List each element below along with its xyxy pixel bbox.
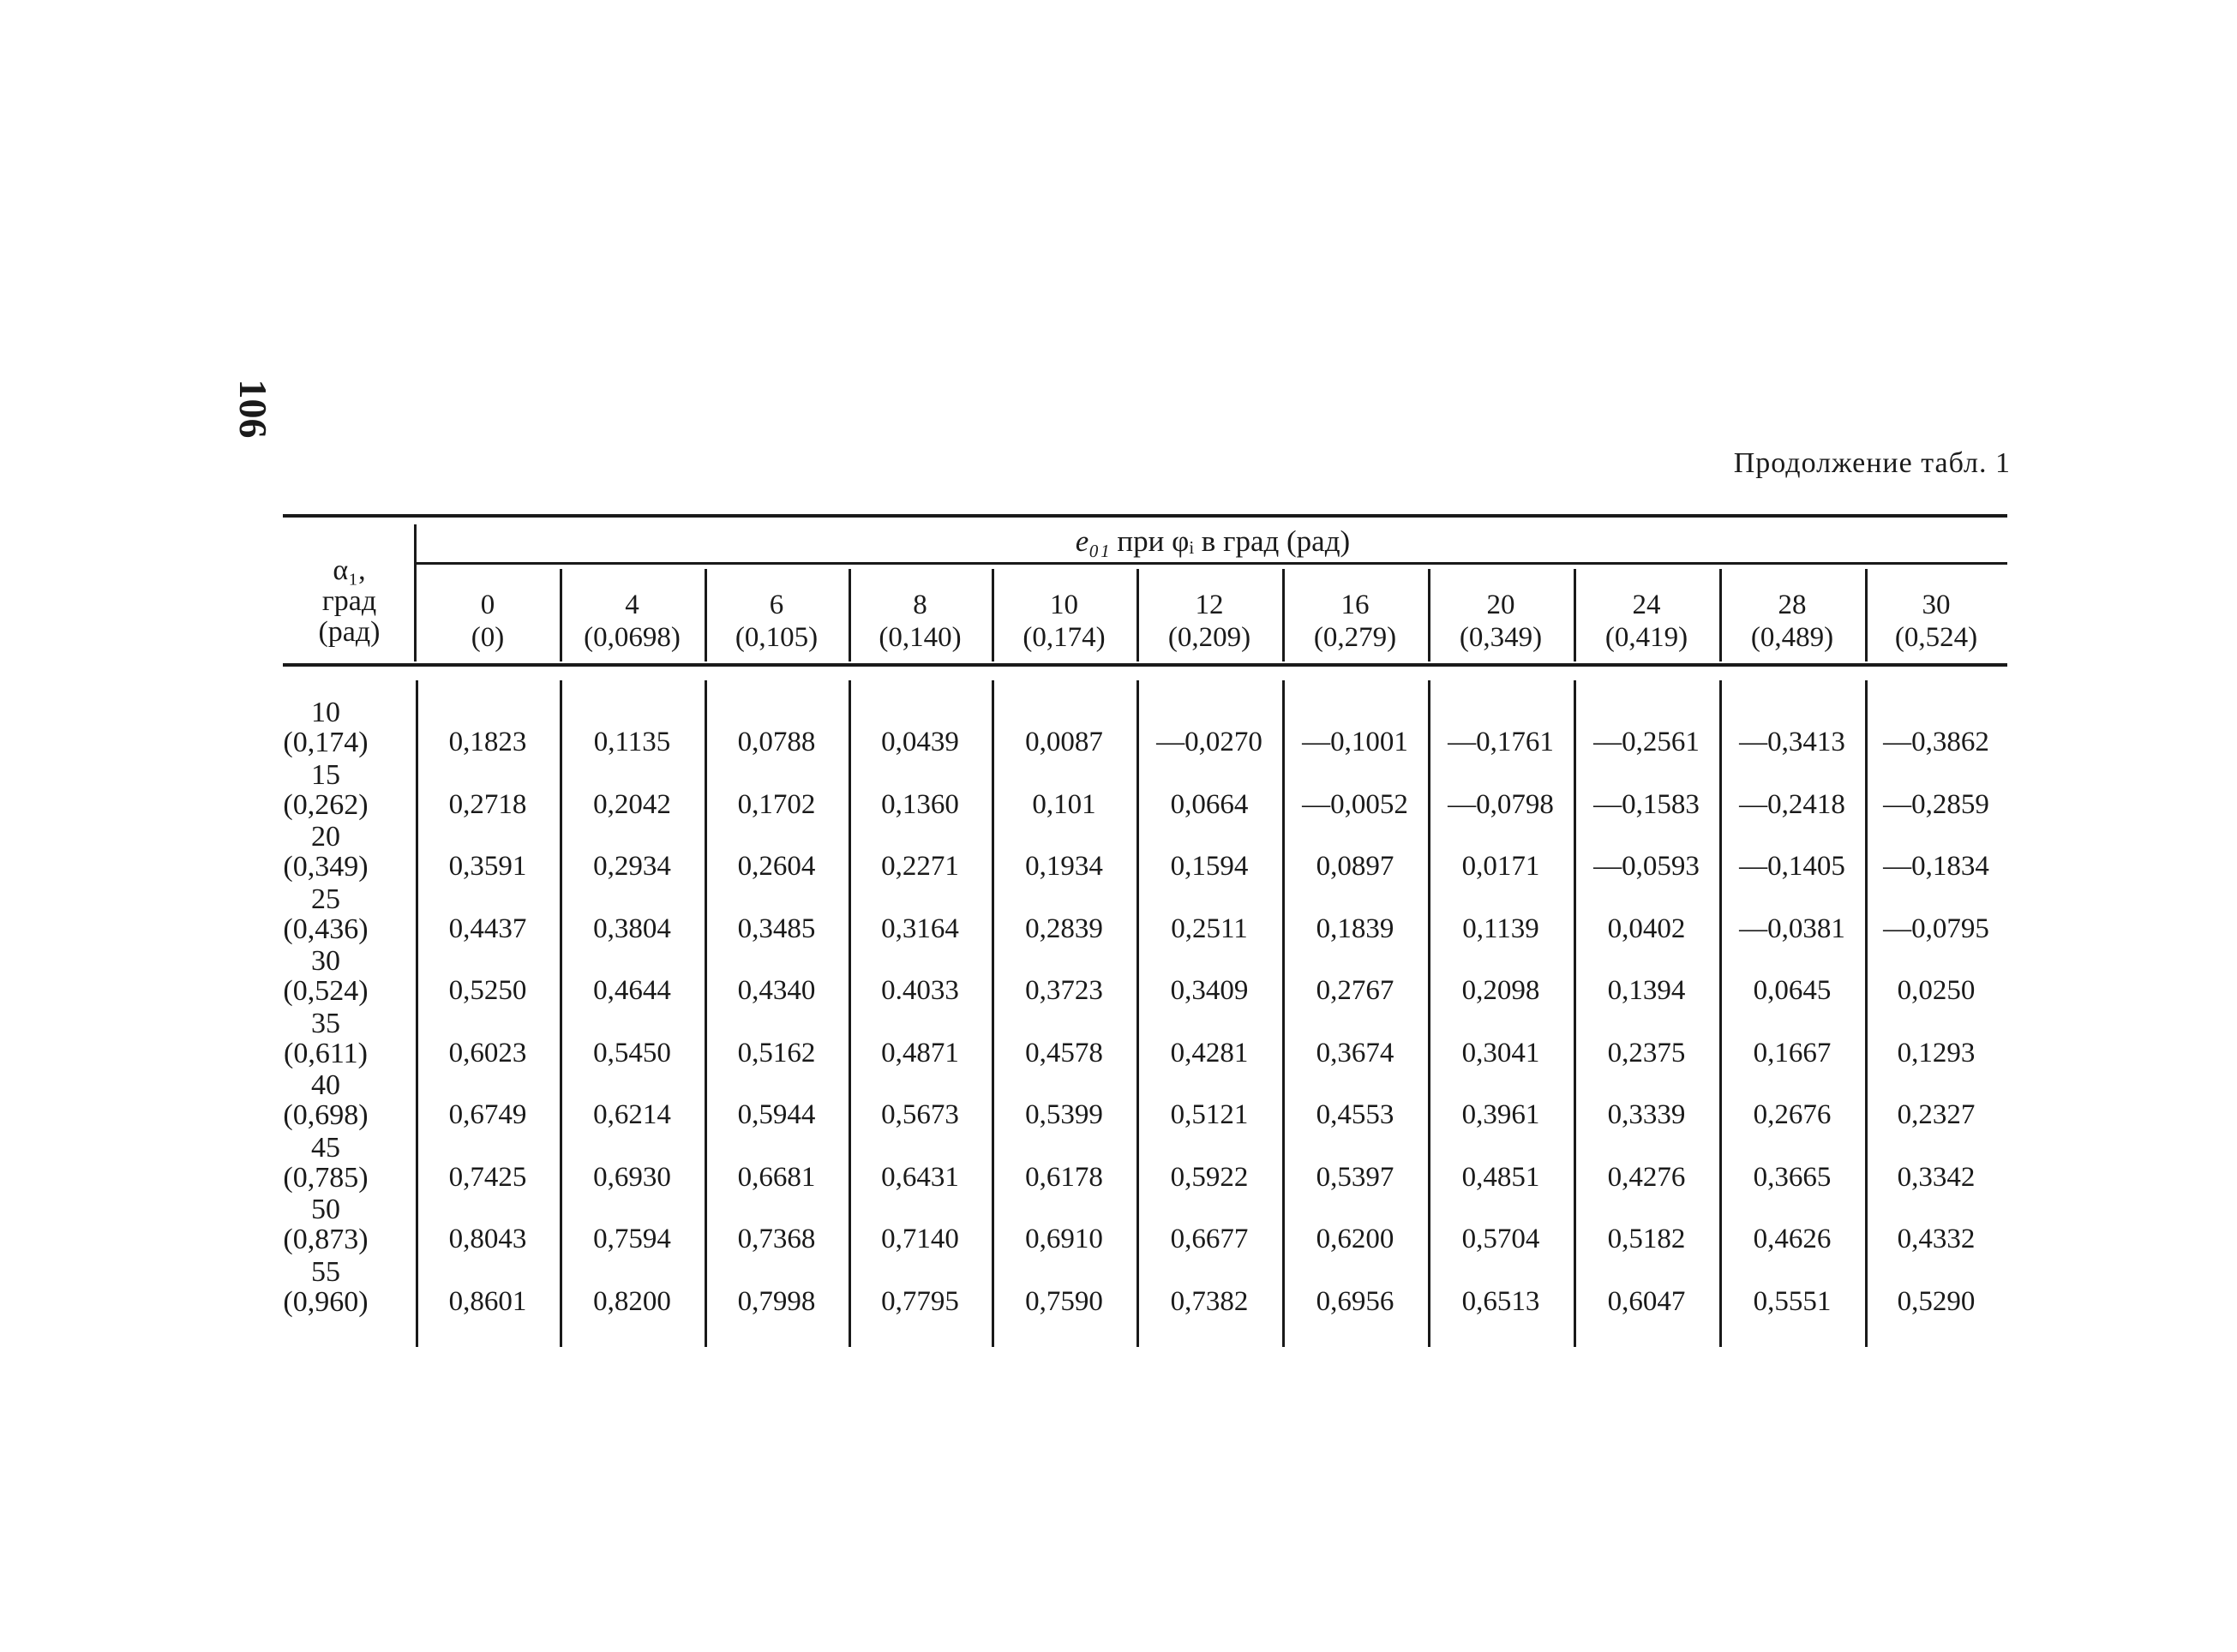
row-label-rad: (0,262) xyxy=(283,788,369,821)
table-cell: 0,5121 xyxy=(1170,1099,1249,1130)
table-cell: 0,6214 xyxy=(593,1099,671,1130)
table-cell: 0,5162 xyxy=(737,1037,816,1068)
row-label-deg: 30 xyxy=(311,945,340,977)
column-header-deg: 20 xyxy=(1486,590,1515,620)
row-label-rad: (0,873) xyxy=(283,1224,369,1255)
table-cell: 0,6513 xyxy=(1461,1285,1540,1317)
table-cell: 0,1667 xyxy=(1753,1037,1832,1068)
table-cell: 0,5673 xyxy=(881,1099,959,1130)
column-header xyxy=(992,589,1136,654)
table-cell: 0,101 xyxy=(1032,788,1096,820)
table-cell: 0,3164 xyxy=(881,913,959,944)
table-cell: 0,3342 xyxy=(1897,1161,1976,1193)
table-cell: 0,3804 xyxy=(593,913,671,944)
table-cell: 0,7594 xyxy=(593,1224,671,1254)
table-cell: 0,0788 xyxy=(737,727,816,757)
table-cell: 0,6047 xyxy=(1607,1285,1686,1317)
column-header-deg: 10 xyxy=(1050,590,1078,620)
table-cell: —0,2859 xyxy=(1883,788,1989,820)
table-cell: 0,5182 xyxy=(1607,1224,1686,1254)
table-cell: 0,0250 xyxy=(1897,975,1976,1006)
column-header xyxy=(1719,589,1865,654)
table-cell: 0,4281 xyxy=(1170,1037,1249,1068)
table-cell: 0,4578 xyxy=(1025,1037,1103,1068)
table-cell: 0,6910 xyxy=(1025,1224,1103,1254)
row-label-deg: 35 xyxy=(311,1007,340,1039)
table-cell: 0,4851 xyxy=(1461,1161,1540,1193)
row-label-rad: (0,960) xyxy=(283,1285,369,1318)
table-cell: 0,7368 xyxy=(737,1224,816,1254)
table-cell: 0,6431 xyxy=(881,1161,959,1193)
column-header-rad: (0,349) xyxy=(1459,622,1543,653)
table-cell: 0,3041 xyxy=(1461,1037,1540,1068)
table-cell: 0,0402 xyxy=(1607,913,1686,944)
row-label-deg: 40 xyxy=(311,1069,340,1101)
table-cell: 0,6677 xyxy=(1170,1224,1249,1254)
column-header-deg: 30 xyxy=(1922,590,1951,620)
row-label-rad: (0,785) xyxy=(283,1161,369,1194)
table-cell: 0,3339 xyxy=(1607,1099,1686,1130)
table-cell: 0,4437 xyxy=(448,913,527,944)
column-header-deg: 6 xyxy=(769,590,784,620)
row-label-deg: 45 xyxy=(311,1131,340,1164)
table-cell: 0,1139 xyxy=(1462,913,1539,944)
table-cell: 0,1360 xyxy=(881,788,959,820)
column-header xyxy=(1136,589,1282,654)
column-header xyxy=(416,589,560,654)
column-header xyxy=(1574,589,1719,654)
table-cell: 0,1394 xyxy=(1607,975,1686,1006)
column-header-rad: (0,489) xyxy=(1750,622,1834,653)
table-cell: 0,3723 xyxy=(1025,975,1103,1006)
table-cell: —0,2561 xyxy=(1593,727,1700,757)
table-cell: 0,7590 xyxy=(1025,1285,1103,1317)
column-header-deg: 16 xyxy=(1340,590,1370,620)
column-header xyxy=(1282,589,1428,654)
table-cell: 0,2271 xyxy=(881,851,959,882)
table-cell: 0,1823 xyxy=(448,727,527,757)
page-number: 106 xyxy=(231,379,275,439)
table-cell: 0,7140 xyxy=(881,1224,959,1254)
row-label-rad: (0,698) xyxy=(283,1099,369,1131)
table-cell: 0,1934 xyxy=(1025,851,1103,882)
row-label-rad: (0,524) xyxy=(283,975,369,1007)
table-cell: 0,5944 xyxy=(737,1099,816,1130)
table-cell: —0,1001 xyxy=(1302,727,1408,757)
table-cell: 0,6178 xyxy=(1025,1161,1103,1193)
table-cell: 0,2604 xyxy=(737,851,816,882)
table-cell: —0,2418 xyxy=(1739,788,1845,820)
table-cell: 0,0645 xyxy=(1753,975,1832,1006)
table-cell: 0,4332 xyxy=(1897,1224,1976,1254)
table-cell: —0,0052 xyxy=(1302,788,1408,820)
column-header-deg: 24 xyxy=(1632,590,1661,620)
table-cell: 0,3665 xyxy=(1753,1161,1832,1193)
table-cell: 0,3674 xyxy=(1316,1037,1394,1068)
table-cell: 0,3409 xyxy=(1170,975,1249,1006)
table-cell: 0,6930 xyxy=(593,1161,671,1193)
column-header-deg: 4 xyxy=(625,590,639,620)
table-cell: 0,7382 xyxy=(1170,1285,1249,1317)
table-cell: —0,3413 xyxy=(1739,727,1845,757)
table-cell: 0,2375 xyxy=(1607,1037,1686,1068)
table-cell: 0,5250 xyxy=(448,975,527,1006)
table-cell: —0,1834 xyxy=(1883,851,1989,882)
table-cell: 0,3591 xyxy=(448,851,527,882)
table-cell: 0,4626 xyxy=(1753,1224,1832,1254)
table-cell: 0,0087 xyxy=(1025,727,1103,757)
column-header-deg: 8 xyxy=(913,590,927,620)
table-cell: —0,1583 xyxy=(1593,788,1700,820)
table-cell: 0,0171 xyxy=(1461,851,1540,882)
table-cell: 0,2042 xyxy=(593,788,671,820)
table-cell: 0,3485 xyxy=(737,913,816,944)
table-cell: 0,5704 xyxy=(1461,1224,1540,1254)
column-header xyxy=(705,589,849,654)
row-label-deg: 10 xyxy=(311,697,340,728)
row-header-label xyxy=(283,555,416,648)
table-cell: 0,5290 xyxy=(1897,1285,1976,1317)
table-cell: 0,2718 xyxy=(448,788,527,820)
header-bottom-rule xyxy=(283,663,2007,667)
table-cell: —0,1761 xyxy=(1448,727,1554,757)
table-cell: 0,2098 xyxy=(1461,975,1540,1006)
table-cell: 0,8200 xyxy=(593,1285,671,1317)
column-header xyxy=(1428,589,1574,654)
main-header-text: при φᵢ в град (рад) xyxy=(1117,524,1351,558)
table-cell: —0,0270 xyxy=(1156,727,1262,757)
main-header-symbol: e₀₁ xyxy=(1075,524,1110,558)
table-cell: 0,4871 xyxy=(881,1037,959,1068)
column-header-rad: (0,279) xyxy=(1313,622,1397,653)
table-cell: 0,2327 xyxy=(1897,1099,1976,1130)
column-header-rad: (0,0698) xyxy=(584,622,681,653)
column-header xyxy=(560,589,705,654)
table-cell: 0,0439 xyxy=(881,727,959,757)
row-label-deg: 50 xyxy=(311,1194,340,1225)
table-cell: —0,1405 xyxy=(1739,851,1845,882)
table-cell: 0,8043 xyxy=(448,1224,527,1254)
table-cell: 0,5450 xyxy=(593,1037,671,1068)
table-cell: 0,6956 xyxy=(1316,1285,1394,1317)
table-cell: 0,4340 xyxy=(737,975,816,1006)
table-cell: 0,7795 xyxy=(881,1285,959,1317)
table-cell: 0,6749 xyxy=(448,1099,527,1130)
header-sub-rule xyxy=(416,562,2007,565)
row-label-deg: 25 xyxy=(311,883,340,915)
table-cell: 0,4276 xyxy=(1607,1161,1686,1193)
row-label-deg: 20 xyxy=(311,821,340,853)
row-label-rad: (0,611) xyxy=(284,1037,368,1069)
table-cell: 0,2767 xyxy=(1316,975,1394,1006)
table-cell: 0,6023 xyxy=(448,1037,527,1068)
table-continuation-label: Продолжение табл. 1 xyxy=(1733,447,2011,479)
row-label-rad: (0,436) xyxy=(283,913,369,945)
table-cell: 0,0897 xyxy=(1316,851,1394,882)
table-cell: —0,3862 xyxy=(1883,727,1989,757)
table-top-rule xyxy=(283,514,2007,518)
table-cell: 0,5922 xyxy=(1170,1161,1249,1193)
table-cell: 0,3961 xyxy=(1461,1099,1540,1130)
table-cell: 0,6200 xyxy=(1316,1224,1394,1254)
column-header-rad: (0,174) xyxy=(1023,622,1106,653)
table-cell: 0,2676 xyxy=(1753,1099,1832,1130)
row-header-unit-rad: (рад) xyxy=(318,616,381,648)
table-cell: 0,2511 xyxy=(1171,913,1248,944)
row-label-deg: 55 xyxy=(311,1255,340,1288)
column-header-rad: (0,524) xyxy=(1894,622,1978,653)
column-header-deg: 28 xyxy=(1778,590,1807,620)
table-cell: 0,0664 xyxy=(1170,788,1249,820)
column-header-rad: (0,105) xyxy=(735,622,819,653)
table-cell: 0,1702 xyxy=(737,788,816,820)
column-header xyxy=(849,589,992,654)
table-cell: —0,0795 xyxy=(1883,913,1989,944)
column-header-rad: (0,419) xyxy=(1604,622,1688,653)
table-cell: 0,4644 xyxy=(593,975,671,1006)
column-header-deg: 0 xyxy=(480,590,495,620)
table-cell: —0,0798 xyxy=(1448,788,1554,820)
row-label-rad: (0,349) xyxy=(283,851,369,883)
table-cell: 0,1839 xyxy=(1316,913,1394,944)
column-header-rad: (0) xyxy=(471,622,505,653)
table-cell: 0,2839 xyxy=(1025,913,1103,944)
table-cell: 0,6681 xyxy=(737,1161,816,1193)
row-header-symbol: α₁, xyxy=(333,554,366,586)
column-header xyxy=(1865,589,2007,654)
column-header-rad: (0,140) xyxy=(879,622,962,653)
table-cell: 0,2934 xyxy=(593,851,671,882)
table-cell: —0,0381 xyxy=(1739,913,1845,944)
table-cell: 0,4553 xyxy=(1316,1099,1394,1130)
main-column-header xyxy=(416,524,2010,559)
table-cell: 0,5399 xyxy=(1025,1099,1103,1130)
row-header-unit-deg: град xyxy=(321,585,377,617)
table-cell: —0,0593 xyxy=(1593,851,1700,882)
column-header-rad: (0,209) xyxy=(1167,622,1251,653)
table-cell: 0,8601 xyxy=(448,1285,527,1317)
table-cell: 0,7425 xyxy=(448,1161,527,1193)
table-cell: 0,1293 xyxy=(1897,1037,1976,1068)
table-cell: 0,1594 xyxy=(1170,851,1249,882)
row-label-rad: (0,174) xyxy=(283,727,369,758)
column-header-deg: 12 xyxy=(1195,590,1224,620)
table-cell: 0.4033 xyxy=(881,975,959,1006)
table-cell: 0,5551 xyxy=(1753,1285,1832,1317)
table-cell: 0,1135 xyxy=(593,727,671,757)
table-cell: 0,5397 xyxy=(1316,1161,1394,1193)
row-label-deg: 15 xyxy=(311,758,340,791)
table-cell: 0,7998 xyxy=(737,1285,816,1317)
